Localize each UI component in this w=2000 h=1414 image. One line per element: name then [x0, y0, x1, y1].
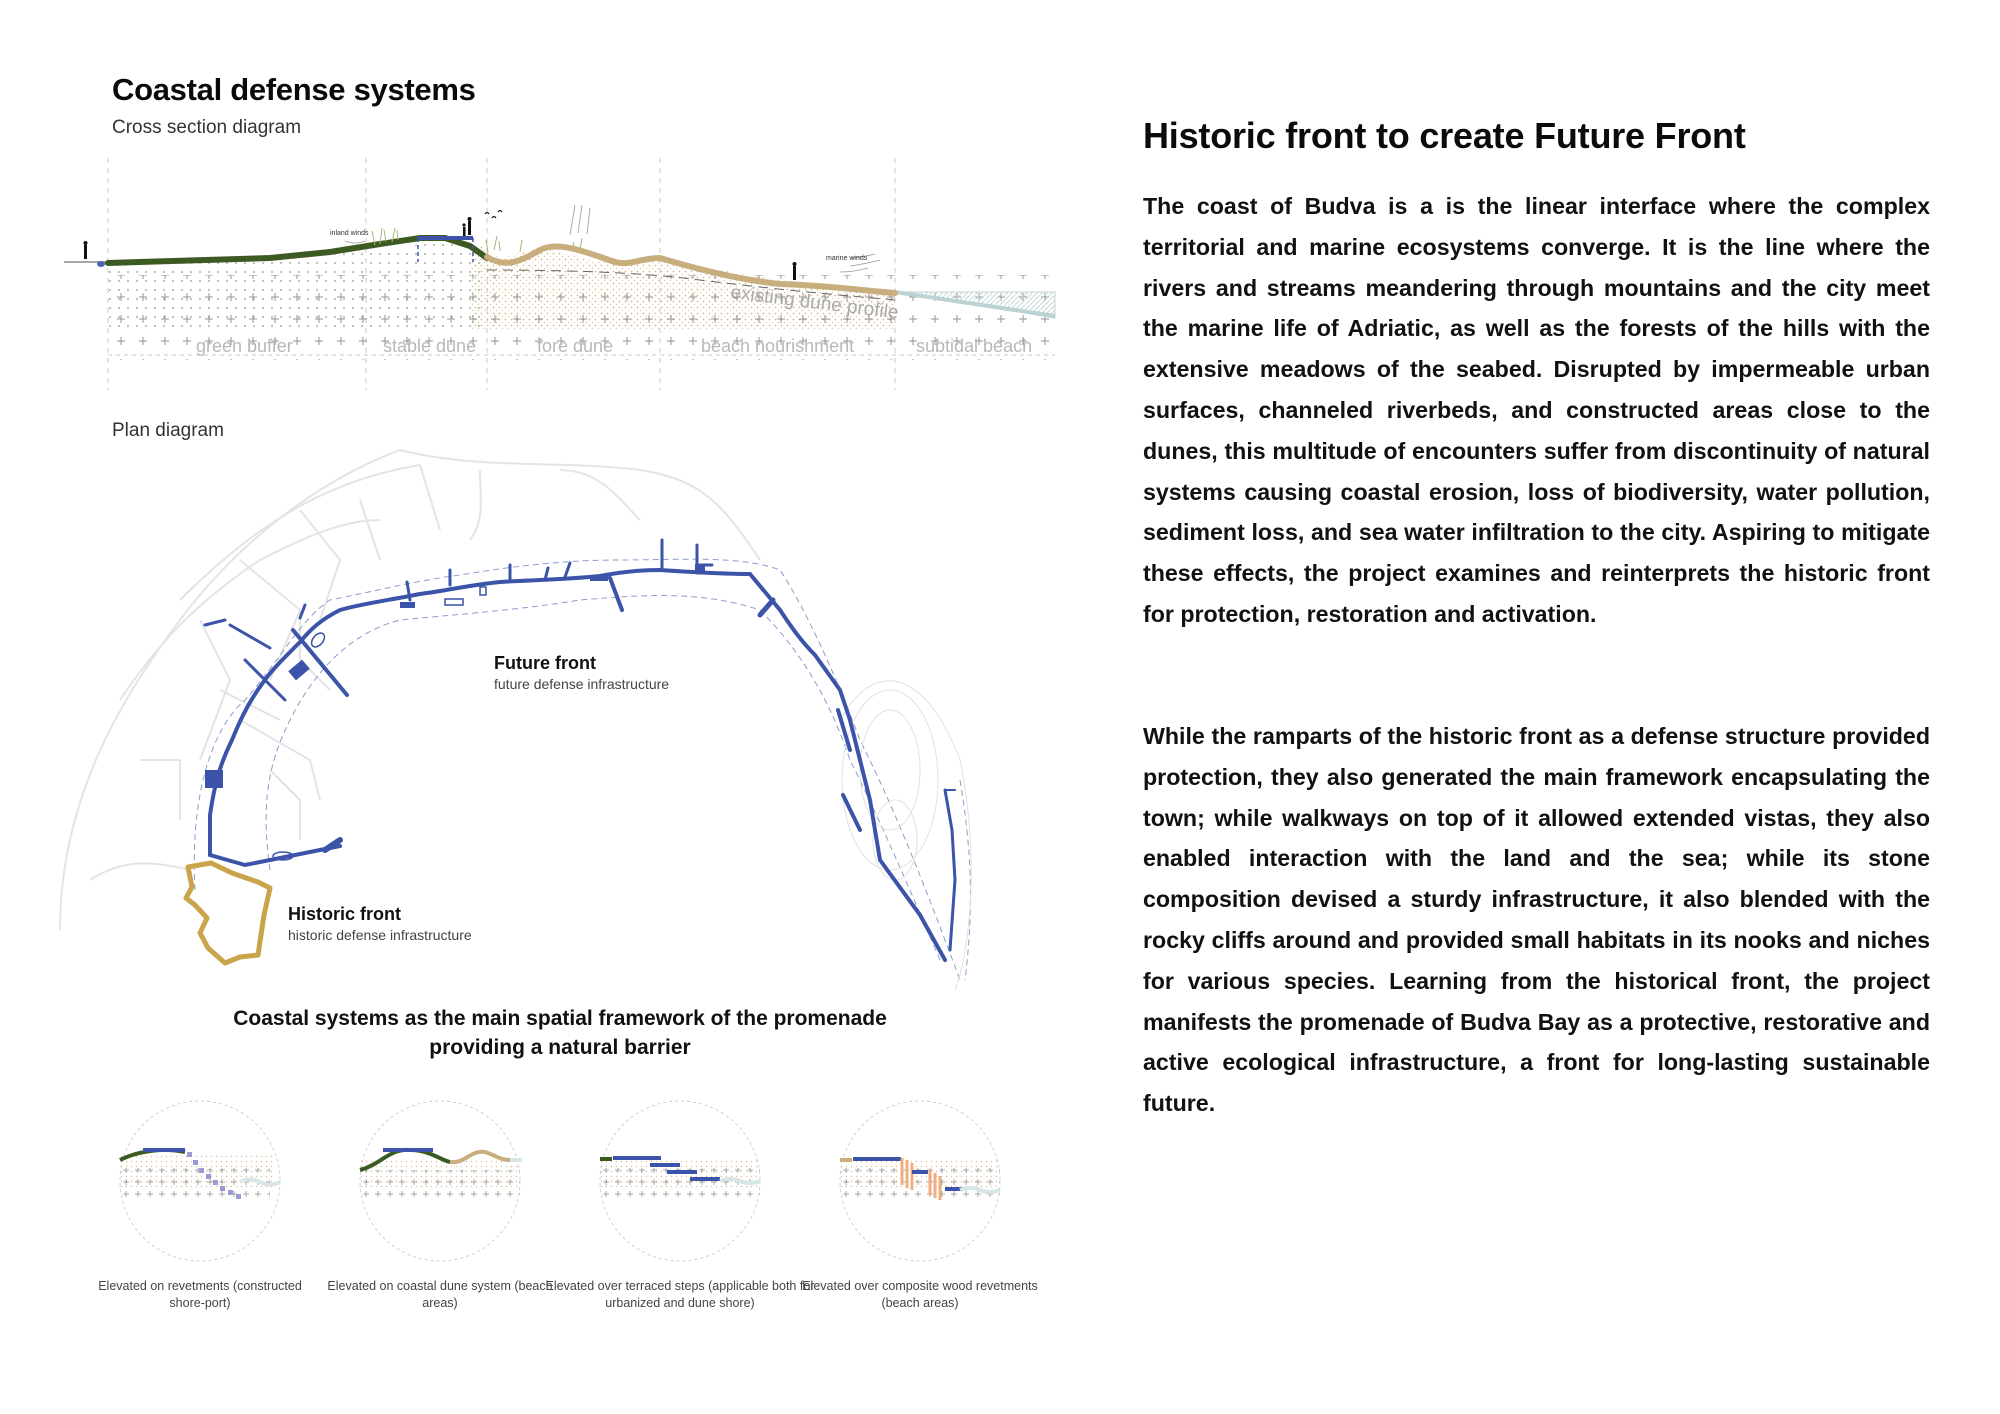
article-paragraph-2: While the ramparts of the historic front as a defense structure provided protection, they also generated the main framework encapsulating the town; while walkways on top of it allowed extended vistas, they also enabled interaction with the land and the sea; while its stone composition devised a sturdy infrastructure, it also blended with the rocky cliffs around and provided small habitats in its nooks and niches for various species. Learning from the historical front, the project manifests the promenade of Budva Bay as a protective, restorative and active ecological infrastructure, a front for long-lasting sustainable future.	[1143, 723, 1930, 1117]
zone-label-stable-dune: stable dune	[383, 336, 477, 356]
typology-label-3: Elevated over terraced steps (applicable both for urbanized and dune shore)	[545, 1279, 815, 1310]
typologies-caption: Coastal systems as the main spatial framework of the promenade providing a natural barrier	[233, 1007, 887, 1059]
existing-dune-profile-label: existing dune profile	[729, 282, 900, 324]
section-title: Coastal defense systems	[112, 72, 476, 107]
inland-winds-label: inland winds	[330, 230, 369, 237]
typology-terraced-steps	[600, 1101, 760, 1261]
typology-label-1: Elevated on revetments (constructed shore-port)	[98, 1279, 302, 1310]
typology-label-2: Elevated on coastal dune system (beach areas)	[327, 1279, 553, 1310]
future-front-subtitle: future defense infrastructure	[494, 676, 670, 692]
zone-label-green-buffer: green buffer	[196, 336, 293, 356]
typology-label-4: Elevated over composite wood revetments (beach areas)	[802, 1279, 1038, 1310]
future-front-title: Future front	[494, 653, 596, 673]
zone-label-beach-nourishment: beach nourishment	[701, 336, 855, 356]
article-title: Historic front to create Future Front	[1143, 115, 1746, 156]
marine-winds-label: marine winds	[826, 255, 868, 262]
typology-revetments	[120, 1101, 280, 1261]
zone-label-subtidal-beach: subtidal beach	[916, 336, 1033, 356]
typology-wood-revetments	[840, 1101, 1000, 1261]
historic-front-title: Historic front	[288, 904, 402, 924]
typology-dune-system	[360, 1101, 522, 1261]
article-paragraph-1: The coast of Budva is a is the linear interface where the complex territorial and marine ecosystems converge. It is the line where the rivers and streams meandering through mountains and the city meet the marine life of Adriatic, as well as the forests of the hills with the extensive meadows of the seabed. Disrupted by impermeable urban surfaces, channeled riverbeds, and constructed areas close to the dunes, this multitude of encounters suffer from discontinuity of natural systems causing coastal erosion, loss of biodiversity, water pollution, sediment loss, and sea water infiltration to the city. Aspiring to mitigate these effects, the project examines and reinterprets the historic front for protection, restoration and activation.	[1143, 193, 1930, 627]
zone-label-fore-dune: fore dune	[537, 336, 614, 356]
cross-section-subtitle: Cross section diagram	[112, 117, 302, 138]
historic-front-subtitle: historic defense infrastructure	[288, 927, 472, 943]
plan-subtitle: Plan diagram	[112, 420, 224, 441]
